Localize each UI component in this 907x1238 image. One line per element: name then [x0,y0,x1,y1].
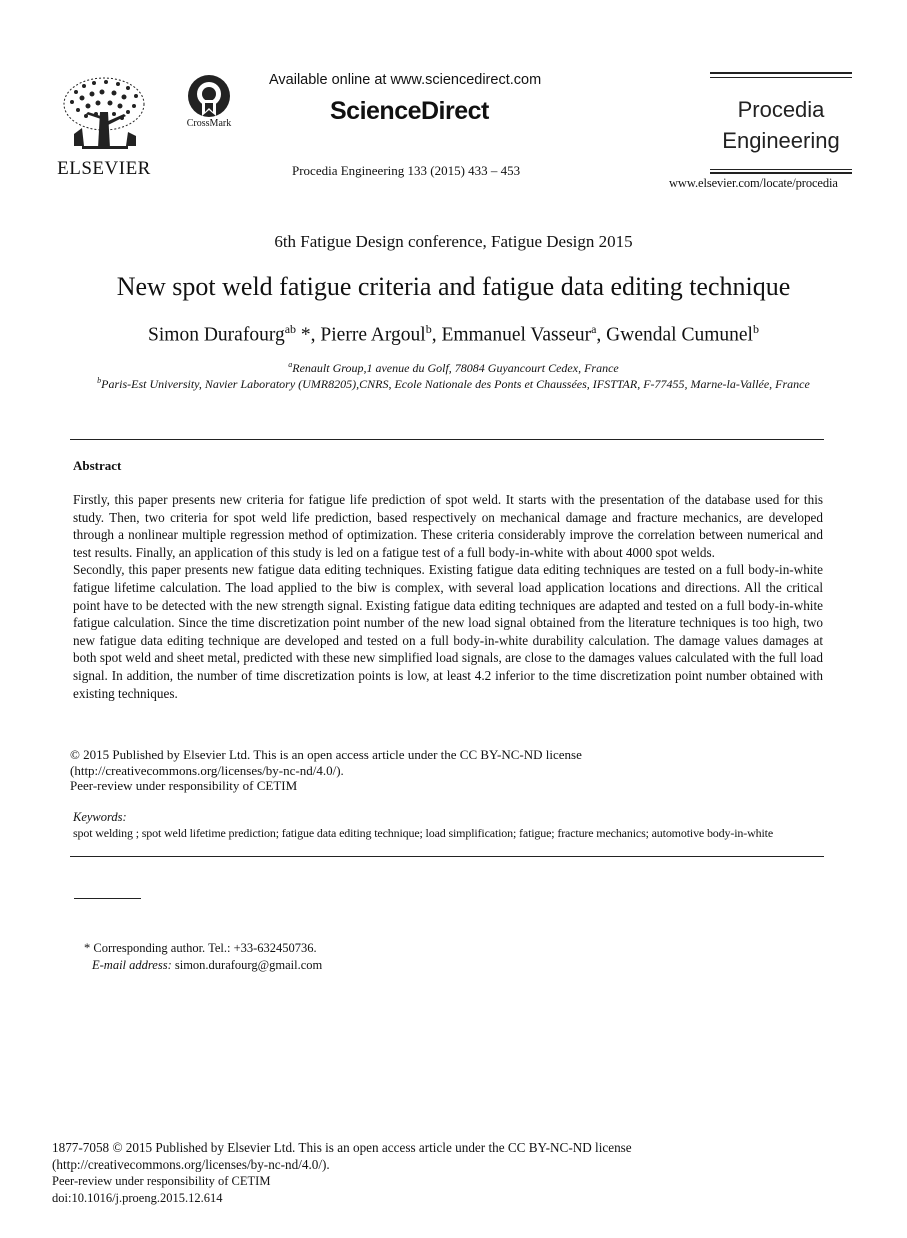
footnote-rule [74,898,141,899]
journal-url-link[interactable]: www.elsevier.com/locate/procedia [669,176,838,190]
footnote [84,940,322,974]
license-block [70,747,582,794]
affiliation-mark: b [97,376,102,385]
sciencedirect-wordmark: ScienceDirect [330,97,489,125]
bottom-license-url-link[interactable]: (http://creativecommons.org/licenses/by-nc-nd/4.0/). [52,1156,330,1172]
elsevier-tree-icon [56,74,152,156]
masthead-rule-bottom [710,172,852,174]
abstract-paragraph-2: Secondly, this paper presents new fatigue data editing techniques. Existing fatigue data editing techniques are tested on a full body-in-white fatigue lifetime calculation. The load applied to the biw is complex, with several load application locations and directions. All the critical point have to be detected with the new strength signal. Existing fatigue data editing techniques are adapted and tested on a full body-in-white fatigue calculation. Since the time discretization point number of the new load signal obtained from the literature techniques is too high, two new fatigue data editing technique are developed and tested on a full body-in-white durability calculation. The damage values damages at both spot weld and sheet metal, predicted with these new simplified load signals, are close to the damages values calculated with the full load signal. In addition, the number of time discretization points is low, at least 4.2 inferior to the time discretization point number obtained with existing techniques. [73,562,823,701]
abstract-paragraph-1: Firstly, this paper presents new criteria for fatigue life prediction of spot weld. It starts with the presentation of the database used for this study. Then, two criteria for spot weld life prediction, based respectively on mechanical damage and fracture mechanics, are developed through a nonlinear multiple regression method of optimization. These criteria considerably improve the correlation between numerical and test results. Finally, an application of this study is led on a fatigue test of a full body-in-white with about 4000 spot welds. [73,492,823,560]
journal-reference: Procedia Engineering 133 (2015) 433 – 453 [292,163,521,178]
affiliation-mark: a [288,360,293,369]
masthead-rule-top [710,72,852,74]
corresponding-author-note: * Corresponding author. Tel.: +33-632450736. [84,941,317,955]
abstract-body [73,491,823,702]
author-name: Emmanuel Vasseur [441,324,592,346]
author-name: Pierre Argoul [320,324,426,346]
author-affiliation-mark: b [752,322,759,336]
journal-name-line1: Procedia [737,97,825,122]
author-affiliation-mark: ab [284,322,297,336]
masthead-rule-bottom-thin [710,169,852,170]
author-list: Simon Durafourg$^{ab}$ *, Pierre Argoul$^b$, Emmanuel Vasseur$^a$, Gwendal Cumunel$^b$ [148,322,759,346]
author-affiliation-mark: a [591,322,597,336]
crossmark-badge[interactable] [178,74,240,134]
divider-top [70,439,824,440]
author-affiliation-mark: b [425,322,432,336]
keywords-list: spot welding ; spot weld lifetime prediction; fatigue data editing technique; load simplification; fatigue; fracture mechanics; automotive body-in-white [73,826,773,840]
issn-license-line: 1877-7058 © 2015 Published by Elsevier Ltd. This is an open access article under the CC BY-NC-ND license [52,1140,632,1155]
crossmark-icon [178,74,240,120]
crossmark-label: CrossMark [186,118,232,129]
journal-name [710,94,852,156]
elsevier-logo [56,74,152,178]
journal-name-line2: Engineering [722,128,840,153]
email-line [84,957,322,974]
email-link[interactable]: simon.durafourg@gmail.com [174,958,323,972]
masthead-rule-top-thin [710,77,852,78]
paper-title: New spot weld fatigue criteria and fatigue data editing technique [116,272,791,301]
divider-bottom [70,856,824,857]
license-url-link[interactable]: (http://creativecommons.org/licenses/by-nc-nd/4.0/). [70,762,344,778]
author-name: Gwendal Cumunel [606,324,753,346]
email-label: E-mail address: [92,958,172,972]
peer-review-line: Peer-review under responsibility of CETIM [70,778,298,794]
keywords-label: Keywords: [73,810,127,824]
author-name: Simon Durafourg [148,324,285,346]
affiliation-text: Renault Group,1 avenue du Golf, 78084 Guyancourt Cedex, France [292,361,619,375]
affiliation-b [0,376,907,392]
affiliation-a [0,360,907,376]
bottom-credits [52,1140,632,1206]
affiliation-text: Paris-Est University, Navier Laboratory (UMR8205),CNRS, Ecole Nationale des Ponts et Chaussées, IFSTTAR, F-77455, Marne-la-Vallée, France [101,377,810,391]
conference-name: 6th Fatigue Design conference, Fatigue Design 2015 [274,232,633,251]
license-line: © 2015 Published by Elsevier Ltd. This is an open access article under the CC BY-NC-ND license [70,747,582,762]
bottom-peer-review-line: Peer-review under responsibility of CETIM [52,1174,271,1189]
publisher-name: ELSEVIER [57,158,151,179]
abstract-heading: Abstract [73,458,122,473]
available-online-link[interactable]: Available online at www.sciencedirect.com [269,72,542,88]
journal-masthead [710,72,852,176]
corresponding-mark: * [296,324,311,346]
doi-link[interactable]: doi:10.1016/j.proeng.2015.12.614 [52,1190,223,1205]
